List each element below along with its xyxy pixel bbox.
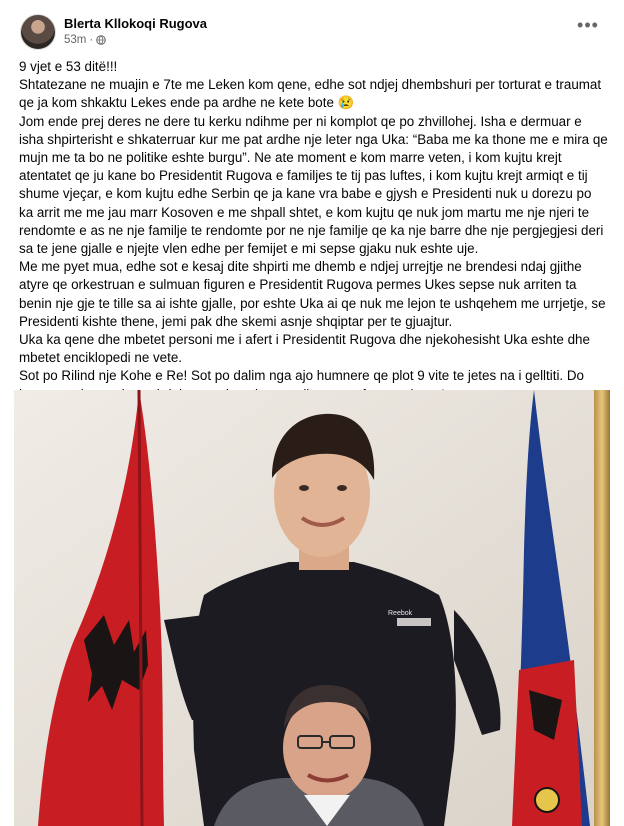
post-text [19, 58, 609, 404]
meta-separator: · [89, 34, 94, 46]
post-paragraph: Shtatezane ne muajin e 7te me Leken kom qene, edhe sot ndjej dhembshuri per torturat e traumat qe ja kom shkaktu Lekes ende pa ardhe ne kete bote 😢 [19, 77, 602, 111]
globe-icon[interactable] [96, 35, 106, 45]
post-time[interactable]: 53m [64, 34, 87, 46]
post-paragraph: Jom ende prej deres ne dere tu kerku ndihme per ni komplot qe po zhvillohej. Isha e dermuar e isha shpirterisht e shkaterruar kur me pat ardhe nje leter nga Uka: “Baba me ka thone me e mira qe mujn me ta bo ne politike eshte burgu”. Ne ate moment e kom marre veten, i kom kujtu krejt atentatet qe ju kane bo Presidentit Rugova e familjes te tij pas luftes, i kom kujtu krejt armiqt e tij shume vjeçar, e kom kujtu edhe Serbin qe ja kane vra babe e gjysh e Presidenti nuk u dorezu po ka arrit me me jau marr Kosoven e me shpall shtet, e kom kujtu qe nuk jom martu me nje njeri te rendomte e as ne nje familje te rendomte por ne nje familje qe ka nje barre dhe nje pergjegjesi deri sa te jene gjalle e njejte vlen edhe per femijet e mi sepse gjaku nuk eshte uje. [19, 113, 608, 257]
shirt-logo: Reebok [388, 610, 413, 617]
post-meta [64, 34, 106, 46]
post-paragraph: 9 vjet e 53 ditë!!! [19, 59, 118, 74]
post-photo[interactable] [14, 390, 610, 826]
post-paragraph: Uka ka qene dhe mbetet personi me i afert i Presidentit Rugova dhe njekohesisht Uka eshte dhe mbetet enciklopedi ne vete. [19, 332, 590, 366]
post-paragraph: Sot po Rilind nje Kohe e Re! Sot po dalim nga ajo humnere qe plot 9 vite te jetes na i gelltiti. Do [19, 368, 584, 384]
author-avatar[interactable] [20, 14, 56, 50]
more-options-icon[interactable]: ••• [577, 15, 599, 35]
photo-illustration [14, 390, 610, 826]
post-header [20, 14, 610, 54]
post-paragraph: Me me pyet mua, edhe sot e kesaj dite shpirti me dhemb e ndjej urrejtje ne brendesi ndaj gjithe atyre qe orkestruan e sulmuan figuren e Presidentit Rugova permes Ukes sepse nuk arriten ta benin nje gje te tille sa ai ishte gjalle, por eshte Uka ai qe nuk me lejon te ushqehem me urrjetje, se Presidenti kishte thene, jemi pak dhe skemi asnje shqiptar per te gjuajtur. [19, 259, 606, 329]
picture-frame-edge [594, 390, 610, 826]
author-name[interactable]: Blerta Kllokoqi Rugova [64, 16, 208, 31]
